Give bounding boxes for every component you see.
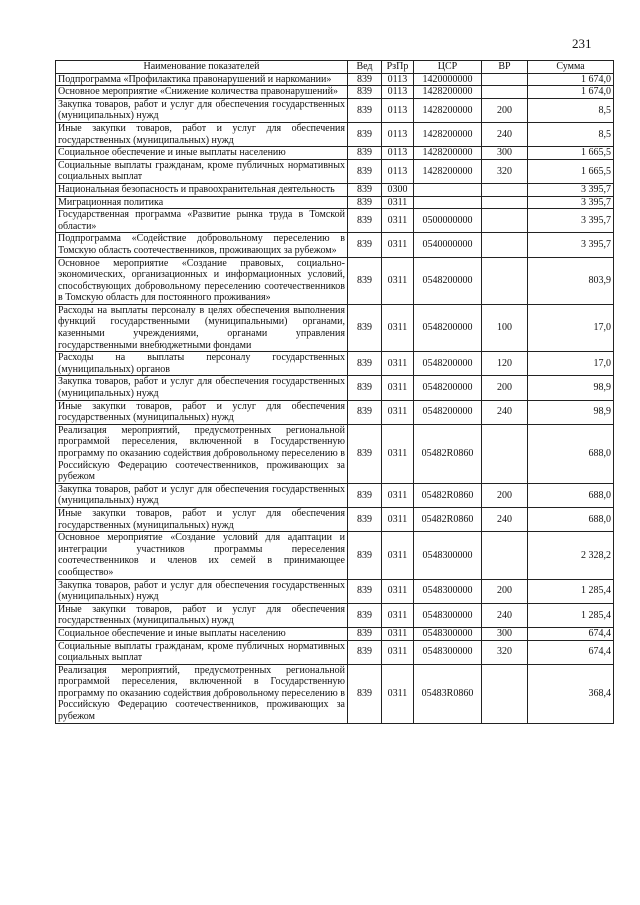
table-row: [56, 196, 614, 209]
cell-rzpr: 0311: [382, 579, 414, 603]
page-number: 231: [572, 36, 592, 51]
cell-ved: 839: [348, 532, 382, 579]
cell-rzpr: 0311: [382, 196, 414, 209]
cell-vr: [482, 73, 528, 86]
cell-sum: 674,4: [528, 640, 614, 664]
cell-rzpr: 0311: [382, 627, 414, 640]
cell-vr: 240: [482, 603, 528, 627]
cell-csr: 0548300000: [414, 532, 482, 579]
cell-ved: 839: [348, 73, 382, 86]
cell-rzpr: 0311: [382, 424, 414, 483]
col-header-rzpr: РзПр: [382, 61, 414, 74]
cell-vr: 200: [482, 98, 528, 122]
cell-ved: 839: [348, 98, 382, 122]
cell-rzpr: 0311: [382, 352, 414, 376]
cell-name: Закупка товаров, работ и услуг для обеспечения государственных (муниципальных) нужд: [56, 376, 348, 400]
col-header-csr: ЦСР: [414, 61, 482, 74]
cell-sum: 688,0: [528, 507, 614, 531]
table-row: [56, 233, 614, 257]
cell-vr: 200: [482, 579, 528, 603]
cell-sum: 1 285,4: [528, 603, 614, 627]
table-row: [56, 159, 614, 183]
cell-vr: 200: [482, 376, 528, 400]
cell-vr: 240: [482, 507, 528, 531]
cell-csr: 1428200000: [414, 122, 482, 146]
table-row: [56, 183, 614, 196]
cell-name: Закупка товаров, работ и услуг для обеспечения государственных (муниципальных) нужд: [56, 483, 348, 507]
cell-sum: 8,5: [528, 122, 614, 146]
cell-ved: 839: [348, 424, 382, 483]
cell-ved: 839: [348, 233, 382, 257]
cell-vr: [482, 233, 528, 257]
cell-sum: 1 285,4: [528, 579, 614, 603]
cell-csr: 0548200000: [414, 257, 482, 304]
cell-ved: 839: [348, 400, 382, 424]
cell-csr: 0548200000: [414, 376, 482, 400]
cell-name: Социальное обеспечение и иные выплаты населению: [56, 627, 348, 640]
cell-csr: 0548200000: [414, 304, 482, 351]
table-row: [56, 424, 614, 483]
cell-name: Подпрограмма «Содействие добровольному переселению в Томскую область соотечественников, проживающих за рубежом»: [56, 233, 348, 257]
table-row: [56, 483, 614, 507]
cell-rzpr: 0300: [382, 183, 414, 196]
cell-name: Иные закупки товаров, работ и услуг для обеспечения государственных (муниципальных) нужд: [56, 603, 348, 627]
col-header-sum: Сумма: [528, 61, 614, 74]
cell-rzpr: 0113: [382, 73, 414, 86]
cell-vr: 240: [482, 400, 528, 424]
cell-name: Социальные выплаты гражданам, кроме публичных нормативных социальных выплат: [56, 159, 348, 183]
cell-sum: 98,9: [528, 400, 614, 424]
cell-vr: [482, 196, 528, 209]
table-row: [56, 640, 614, 664]
cell-vr: 120: [482, 352, 528, 376]
cell-ved: 839: [348, 483, 382, 507]
cell-rzpr: 0311: [382, 483, 414, 507]
cell-name: Закупка товаров, работ и услуг для обеспечения государственных (муниципальных) нужд: [56, 98, 348, 122]
cell-sum: 3 395,7: [528, 233, 614, 257]
cell-sum: 688,0: [528, 483, 614, 507]
table-header: [56, 61, 614, 74]
table-row: [56, 86, 614, 99]
cell-vr: 320: [482, 640, 528, 664]
cell-name: Основное мероприятие «Создание правовых, социально-экономических, организационных и информационных условий, способствующих добровольному переселению соотечественников в Томскую область для постоянного проживания»: [56, 257, 348, 304]
cell-rzpr: 0311: [382, 664, 414, 723]
cell-ved: 839: [348, 627, 382, 640]
table-row: [56, 664, 614, 723]
cell-csr: 05483R0860: [414, 664, 482, 723]
table-row: [56, 98, 614, 122]
cell-csr: 1428200000: [414, 86, 482, 99]
cell-ved: 839: [348, 603, 382, 627]
cell-rzpr: 0311: [382, 532, 414, 579]
table-row: [56, 147, 614, 160]
cell-csr: 05482R0860: [414, 507, 482, 531]
cell-name: Социальные выплаты гражданам, кроме публичных нормативных социальных выплат: [56, 640, 348, 664]
cell-rzpr: 0311: [382, 209, 414, 233]
cell-vr: 300: [482, 147, 528, 160]
cell-sum: 1 674,0: [528, 73, 614, 86]
cell-vr: [482, 424, 528, 483]
cell-name: Миграционная политика: [56, 196, 348, 209]
cell-csr: [414, 196, 482, 209]
cell-vr: [482, 532, 528, 579]
cell-rzpr: 0311: [382, 640, 414, 664]
cell-rzpr: 0311: [382, 376, 414, 400]
cell-csr: 0548200000: [414, 352, 482, 376]
cell-ved: 839: [348, 257, 382, 304]
cell-ved: 839: [348, 640, 382, 664]
cell-rzpr: 0113: [382, 147, 414, 160]
cell-vr: [482, 86, 528, 99]
table-row: [56, 73, 614, 86]
cell-sum: 3 395,7: [528, 209, 614, 233]
cell-name: Основное мероприятие «Создание условий для адаптации и интеграции участников программы переселения соотечественников и членов их семей в принимающее сообщество»: [56, 532, 348, 579]
cell-rzpr: 0311: [382, 304, 414, 351]
cell-csr: 05482R0860: [414, 424, 482, 483]
table-row: [56, 257, 614, 304]
cell-name: Расходы на выплаты персоналу в целях обеспечения выполнения функций государственными (муниципальными) органами, казенными учреждениями, органами управления государственными внебюджетными фондами: [56, 304, 348, 351]
cell-vr: [482, 664, 528, 723]
table-row: [56, 122, 614, 146]
cell-sum: 3 395,7: [528, 183, 614, 196]
cell-ved: 839: [348, 159, 382, 183]
cell-sum: 2 328,2: [528, 532, 614, 579]
cell-name: Социальное обеспечение и иные выплаты населению: [56, 147, 348, 160]
cell-ved: 839: [348, 376, 382, 400]
cell-rzpr: 0113: [382, 159, 414, 183]
cell-csr: 1420000000: [414, 73, 482, 86]
cell-sum: 368,4: [528, 664, 614, 723]
table-row: [56, 352, 614, 376]
table-body: [56, 73, 614, 723]
cell-csr: 0548300000: [414, 579, 482, 603]
col-header-vr: ВР: [482, 61, 528, 74]
cell-vr: [482, 257, 528, 304]
cell-ved: 839: [348, 183, 382, 196]
table-row: [56, 603, 614, 627]
header-row: [56, 61, 614, 74]
cell-sum: 1 674,0: [528, 86, 614, 99]
cell-sum: 98,9: [528, 376, 614, 400]
table-row: [56, 532, 614, 579]
table-row: [56, 376, 614, 400]
cell-csr: 05482R0860: [414, 483, 482, 507]
cell-name: Иные закупки товаров, работ и услуг для обеспечения государственных (муниципальных) нужд: [56, 507, 348, 531]
cell-rzpr: 0311: [382, 603, 414, 627]
cell-sum: 803,9: [528, 257, 614, 304]
cell-name: Государственная программа «Развитие рынка труда в Томской области»: [56, 209, 348, 233]
cell-csr: 0500000000: [414, 209, 482, 233]
cell-rzpr: 0113: [382, 122, 414, 146]
cell-sum: 688,0: [528, 424, 614, 483]
cell-ved: 839: [348, 579, 382, 603]
cell-csr: 1428200000: [414, 159, 482, 183]
cell-name: Закупка товаров, работ и услуг для обеспечения государственных (муниципальных) нужд: [56, 579, 348, 603]
cell-vr: 200: [482, 483, 528, 507]
table-row: [56, 304, 614, 351]
table-row: [56, 627, 614, 640]
table-row: [56, 209, 614, 233]
cell-sum: 1 665,5: [528, 159, 614, 183]
cell-sum: 1 665,5: [528, 147, 614, 160]
budget-table: [55, 60, 614, 724]
cell-name: Иные закупки товаров, работ и услуг для обеспечения государственных (муниципальных) нужд: [56, 122, 348, 146]
cell-csr: 0540000000: [414, 233, 482, 257]
cell-sum: 17,0: [528, 352, 614, 376]
table-row: [56, 400, 614, 424]
cell-ved: 839: [348, 304, 382, 351]
cell-ved: 839: [348, 507, 382, 531]
cell-vr: 320: [482, 159, 528, 183]
cell-csr: [414, 183, 482, 196]
cell-rzpr: 0311: [382, 233, 414, 257]
cell-ved: 839: [348, 122, 382, 146]
cell-csr: 0548300000: [414, 603, 482, 627]
col-header-name: Наименование показателей: [56, 61, 348, 74]
cell-name: Национальная безопасность и правоохранительная деятельность: [56, 183, 348, 196]
cell-csr: 1428200000: [414, 98, 482, 122]
cell-ved: 839: [348, 209, 382, 233]
cell-ved: 839: [348, 664, 382, 723]
cell-sum: 674,4: [528, 627, 614, 640]
cell-vr: [482, 183, 528, 196]
cell-rzpr: 0311: [382, 400, 414, 424]
cell-csr: 1428200000: [414, 147, 482, 160]
cell-rzpr: 0311: [382, 257, 414, 304]
cell-name: Основное мероприятие «Снижение количества правонарушений»: [56, 86, 348, 99]
cell-vr: 100: [482, 304, 528, 351]
cell-rzpr: 0113: [382, 86, 414, 99]
cell-vr: [482, 209, 528, 233]
cell-ved: 839: [348, 86, 382, 99]
cell-csr: 0548300000: [414, 627, 482, 640]
cell-ved: 839: [348, 147, 382, 160]
cell-rzpr: 0311: [382, 507, 414, 531]
cell-sum: 8,5: [528, 98, 614, 122]
cell-vr: 240: [482, 122, 528, 146]
cell-sum: 17,0: [528, 304, 614, 351]
cell-sum: 3 395,7: [528, 196, 614, 209]
col-header-ved: Вед: [348, 61, 382, 74]
table-row: [56, 507, 614, 531]
cell-vr: 300: [482, 627, 528, 640]
cell-rzpr: 0113: [382, 98, 414, 122]
cell-csr: 0548300000: [414, 640, 482, 664]
cell-ved: 839: [348, 352, 382, 376]
cell-csr: 0548200000: [414, 400, 482, 424]
cell-ved: 839: [348, 196, 382, 209]
table-row: [56, 579, 614, 603]
cell-name: Иные закупки товаров, работ и услуг для обеспечения государственных (муниципальных) нужд: [56, 400, 348, 424]
cell-name: Подпрограмма «Профилактика правонарушений и наркомании»: [56, 73, 348, 86]
cell-name: Реализация мероприятий, предусмотренных региональной программой переселения, включенной в Государственную программу по оказанию содействия добровольному переселению в Российскую Федерацию соотечественников, проживающих за рубежом: [56, 424, 348, 483]
cell-name: Расходы на выплаты персоналу государственных (муниципальных) органов: [56, 352, 348, 376]
cell-name: Реализация мероприятий, предусмотренных региональной программой переселения, включенной в Государственную программу по оказанию содействия добровольному переселению в Российскую Федерацию соотечественников, проживающих за рубежом: [56, 664, 348, 723]
